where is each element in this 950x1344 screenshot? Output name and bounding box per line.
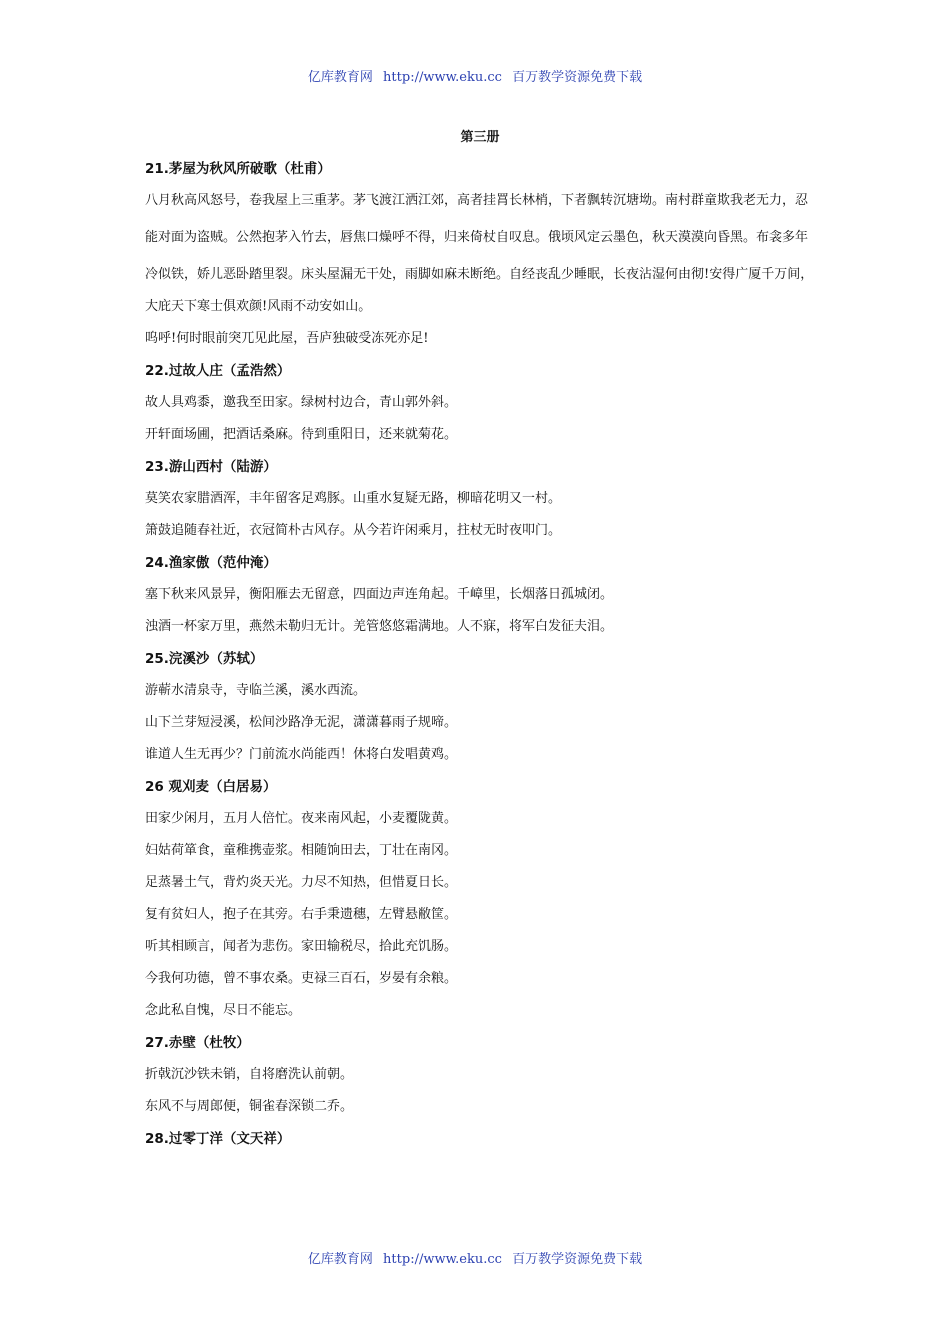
poem-line: 游蕲水清泉寺，寺临兰溪，溪水西流。 xyxy=(145,683,367,698)
poem-line: 大庇天下寒士俱欢颜!风雨不动安如山。 xyxy=(145,299,372,314)
poem-line: 八月秋高风怒号，卷我屋上三重茅。茅飞渡江洒江郊，高者挂罥长林梢，下者飘转沉塘坳。南村群童欺我老无力，忍能对面为盗贼。公然抱茅入竹去，唇焦口燥呼不得，归来倚杖自叹息。俄顷风定云墨色，秋天漠漠向昏黑。布衾多年冷似铁，娇儿恶卧踏里裂。床头屋漏无干处，雨脚如麻未断绝。自经丧乱少睡眠，长夜沾湿何由彻!安得广厦千万间， xyxy=(145,193,814,282)
poem-line: 塞下秋来风景异，衡阳雁去无留意，四面边声连角起。千嶂里，长烟落日孤城闭。 xyxy=(145,587,614,602)
page-header xyxy=(0,66,950,85)
poem-line: 故人具鸡黍，邀我至田家。绿树村边合，青山郭外斜。 xyxy=(145,395,458,410)
poem-section xyxy=(145,360,815,446)
poem-section xyxy=(145,1032,815,1118)
poem-title: 23.游山西村（陆游） xyxy=(145,459,277,475)
poem-line: 莫笑农家腊酒浑，丰年留客足鸡豚。山重水复疑无路，柳暗花明又一村。 xyxy=(145,491,562,506)
poem-list xyxy=(145,158,815,1150)
poem-line: 浊酒一杯家万里，燕然未勒归无计。羌管悠悠霜满地。人不寐，将军白发征夫泪。 xyxy=(145,619,614,634)
footer-site-name: 亿库教育网 xyxy=(307,1252,373,1267)
poem-line: 妇姑荷箪食，童稚携壶浆。相随饷田去，丁壮在南冈。 xyxy=(145,843,458,858)
poem-line: 呜呼!何时眼前突兀见此屋，吾庐独破受冻死亦足! xyxy=(145,331,429,346)
poem-title: 21.茅屋为秋风所破歌（杜甫） xyxy=(145,161,331,177)
header-site-name: 亿库教育网 xyxy=(307,70,373,85)
poem-section xyxy=(145,1128,815,1150)
volume-title: 第三册 xyxy=(460,130,500,145)
poem-title: 22.过故人庄（孟浩然） xyxy=(145,363,291,379)
poem-title: 28.过零丁洋（文天祥） xyxy=(145,1131,291,1147)
poem-line: 开轩面场圃，把酒话桑麻。待到重阳日，还来就菊花。 xyxy=(145,427,458,442)
poem-line: 折戟沉沙铁未销，自将磨洗认前朝。 xyxy=(145,1067,354,1082)
poem-title: 26 观刈麦（白居易） xyxy=(145,779,277,795)
footer-url-link[interactable]: http://www.eku.cc xyxy=(383,1252,502,1267)
poem-section xyxy=(145,648,815,766)
footer-slogan: 百万教学资源免费下载 xyxy=(512,1252,643,1267)
poem-title: 27.赤壁（杜牧） xyxy=(145,1035,250,1051)
poem-section xyxy=(145,456,815,542)
poem-line: 复有贫妇人，抱子在其旁。右手秉遗穗，左臂悬敝筐。 xyxy=(145,907,458,922)
poem-line: 箫鼓追随春社近，衣冠简朴古风存。从今若许闲乘月，拄杖无时夜叩门。 xyxy=(145,523,562,538)
poem-title: 24.渔家傲（范仲淹） xyxy=(145,555,277,571)
header-slogan: 百万教学资源免费下载 xyxy=(512,70,643,85)
poem-section xyxy=(145,158,815,350)
document-body xyxy=(145,128,815,1160)
poem-line: 谁道人生无再少？门前流水尚能西！休将白发唱黄鸡。 xyxy=(145,747,458,762)
poem-section xyxy=(145,776,815,1022)
poem-line: 田家少闲月，五月人倍忙。夜来南风起，小麦覆陇黄。 xyxy=(145,811,458,826)
poem-section xyxy=(145,552,815,638)
poem-line: 东风不与周郎便，铜雀春深锁二乔。 xyxy=(145,1099,354,1114)
poem-line: 念此私自愧，尽日不能忘。 xyxy=(145,1003,302,1018)
header-url-link[interactable]: http://www.eku.cc xyxy=(383,70,502,85)
page-footer xyxy=(0,1248,950,1267)
poem-line: 听其相顾言，闻者为悲伤。家田输税尽，拾此充饥肠。 xyxy=(145,939,458,954)
poem-line: 足蒸暑土气，背灼炎天光。力尽不知热，但惜夏日长。 xyxy=(145,875,458,890)
poem-title: 25.浣溪沙（苏轼） xyxy=(145,651,264,667)
poem-line: 今我何功德，曾不事农桑。吏禄三百石，岁晏有余粮。 xyxy=(145,971,458,986)
poem-line: 山下兰芽短浸溪，松间沙路净无泥，潇潇暮雨子规啼。 xyxy=(145,715,458,730)
